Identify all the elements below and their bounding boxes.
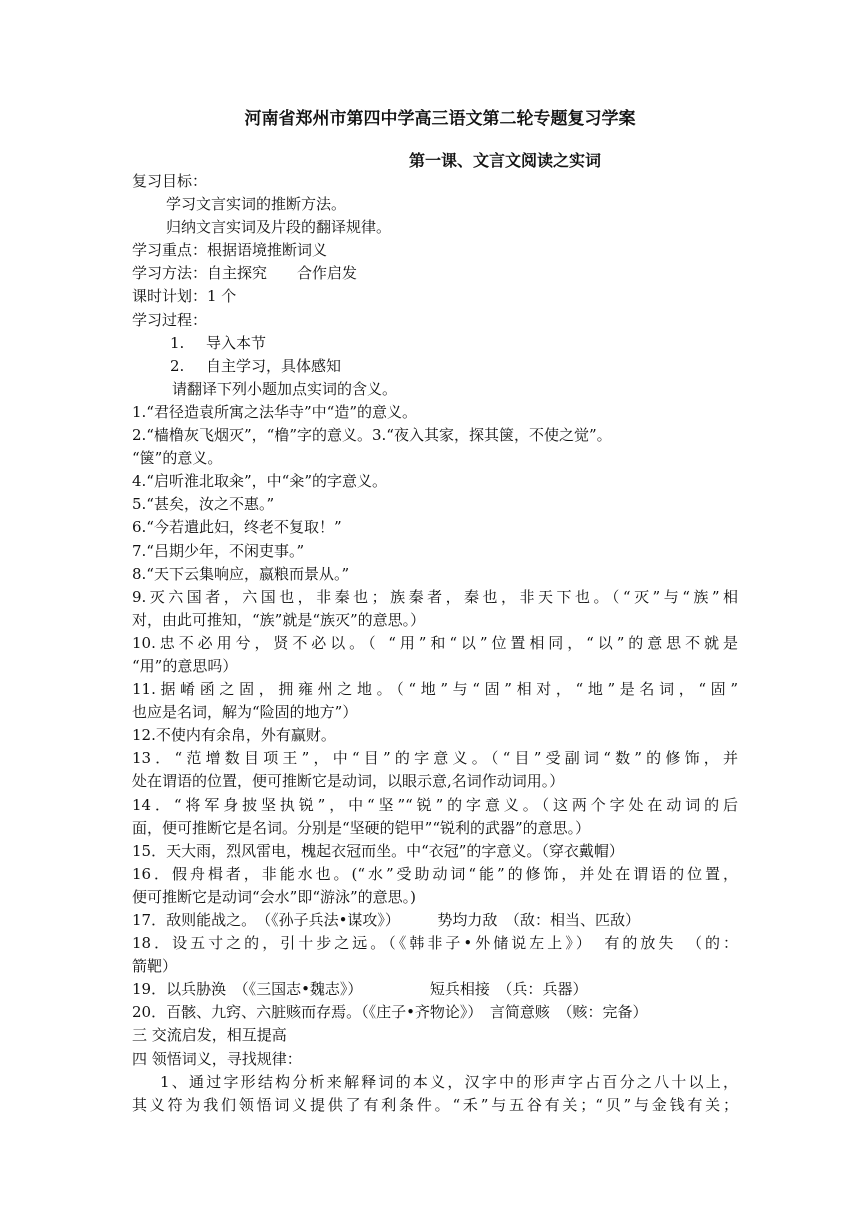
exercise-item-cont: 面，便可推断它是名词。分别是“坚硬的铠甲”“锐利的武器”的意思。） — [132, 818, 591, 837]
section-heading: 四 领悟词义，寻找规律： — [132, 1049, 302, 1068]
step-label: 导入本节 — [206, 333, 267, 352]
exercise-item: 13．“范增数目项王”，中“目”的字意义。（“目”受副词“数”的修饰，并 — [132, 749, 738, 768]
plan-line: 课时计划：1 个 — [132, 287, 237, 306]
goal-item: 归纳文言实词及片段的翻译规律。 — [166, 218, 392, 237]
step-number: 2. — [170, 356, 185, 375]
lesson-title: 第一课、文言文阅读之实词 — [408, 151, 601, 170]
exercise-item: 7.“吕期少年，不闲吏事。” — [132, 541, 305, 560]
paragraph-line: 其义符为我们领悟词义提供了有利条件。“禾”与五谷有关；“贝”与金钱有关； — [132, 1095, 738, 1114]
goals-heading: 复习目标： — [132, 172, 208, 190]
exercise-item: 15．天大雨，烈风雷电，槐起衣冠而坐。中“衣冠”的字意义。（穿衣戴帽） — [132, 841, 624, 860]
exercise-item-cont: 对，由此可推知，“族”就是“族灭”的意思。） — [132, 610, 426, 629]
exercise-item: 10.忠不必用兮，贤不必以。（ “用”和“以”位置相同，“以”的意思不就是 — [132, 633, 738, 652]
step-number: 1. — [170, 333, 185, 352]
exercise-item-cont: 也应是名词，解为“险固的地方”） — [132, 703, 358, 722]
exercise-item: 6.“今若遣此妇，终老不复取！” — [132, 518, 342, 537]
paragraph-line: 1、通过字形结构分析来解释词的本义，汉字中的形声字占百分之八十以上， — [160, 1072, 738, 1091]
process-step — [132, 332, 738, 355]
exercise-item: 16．假舟楫者，非能水也。(“水”受助动词“能”的修饰，并处在谓语的位置， — [132, 864, 738, 883]
step-label: 自主学习，具体感知 — [206, 356, 342, 375]
section-heading: 三 交流启发，相互提高 — [132, 1026, 287, 1045]
exercise-item: 18．设五寸之的，引十步之远。（《韩非子•外储说左上》） 有的放失 （的： — [132, 934, 738, 953]
exercise-item: 1.“君径造袁所寓之法华寺”中“造”的意义。 — [132, 402, 417, 421]
process-step — [132, 355, 738, 378]
exercise-item-cont: 处在谓语的位置，便可推断它是动词，以眼示意,名词作动词用。） — [132, 772, 565, 791]
method-line: 学习方法：自主探究 合作启发 — [132, 264, 358, 283]
exercise-item: 4.“启听淮北取籴”，中“籴”的字意义。 — [132, 472, 387, 491]
exercise-item: 14．“将军身披坚执锐”，中“坚”“锐”的字意义。（这两个字处在动词的后 — [132, 795, 738, 814]
exercise-item-cont: “用”的意思吗） — [132, 656, 238, 675]
exercise-item: 19．以兵胁涣 （《三国志•魏志》） 短兵相接 （兵：兵器） — [132, 980, 588, 999]
exercise-item-cont: 便可推断它是动词“会水”即“游泳”的意思。) — [132, 887, 417, 906]
instruction-line: 请翻译下列小题加点实词的含义。 — [172, 379, 398, 398]
focus-line: 学习重点：根据语境推断词义 — [132, 241, 328, 260]
document-title: 河南省郑州市第四中学高三语文第二轮专题复习学案 — [244, 109, 636, 129]
exercise-item: 20．百骸、九窍、六脏赅而存焉。（《庄子•齐物论》） 言简意赅 （赅：完备） — [132, 1003, 648, 1022]
exercise-item: 2.“樯橹灰飞烟灭”，“橹”字的意义。3.“夜入其家，探其箧，不使之觉”。 — [132, 426, 612, 445]
goal-item: 学习文言实词的推断方法。 — [166, 195, 347, 214]
exercise-item: 12.不使内有余帛，外有赢财。 — [132, 726, 336, 745]
exercise-item-cont: “箧”的意义。 — [132, 449, 223, 468]
exercise-item-cont: 箭靶） — [132, 957, 178, 976]
exercise-item: 9.灭六国者，六国也，非秦也；族秦者，秦也，非天下也。（“灭”与“族”相 — [132, 587, 738, 606]
process-heading: 学习过程： — [132, 310, 208, 329]
exercise-item: 8.“天下云集响应，嬴粮而景从。” — [132, 564, 350, 583]
exercise-item: 5.“甚矣，汝之不惠。” — [132, 495, 275, 514]
exercise-item: 11.据崤函之固，拥雍州之地。（“地”与“固”相对，“地”是名词，“固” — [132, 680, 738, 699]
exercise-item: 17．敌则能战之。 （《孙子兵法•谋攻》） 势均力敌 （敌：相当、匹敌） — [132, 911, 640, 929]
document-body — [132, 170, 738, 1117]
